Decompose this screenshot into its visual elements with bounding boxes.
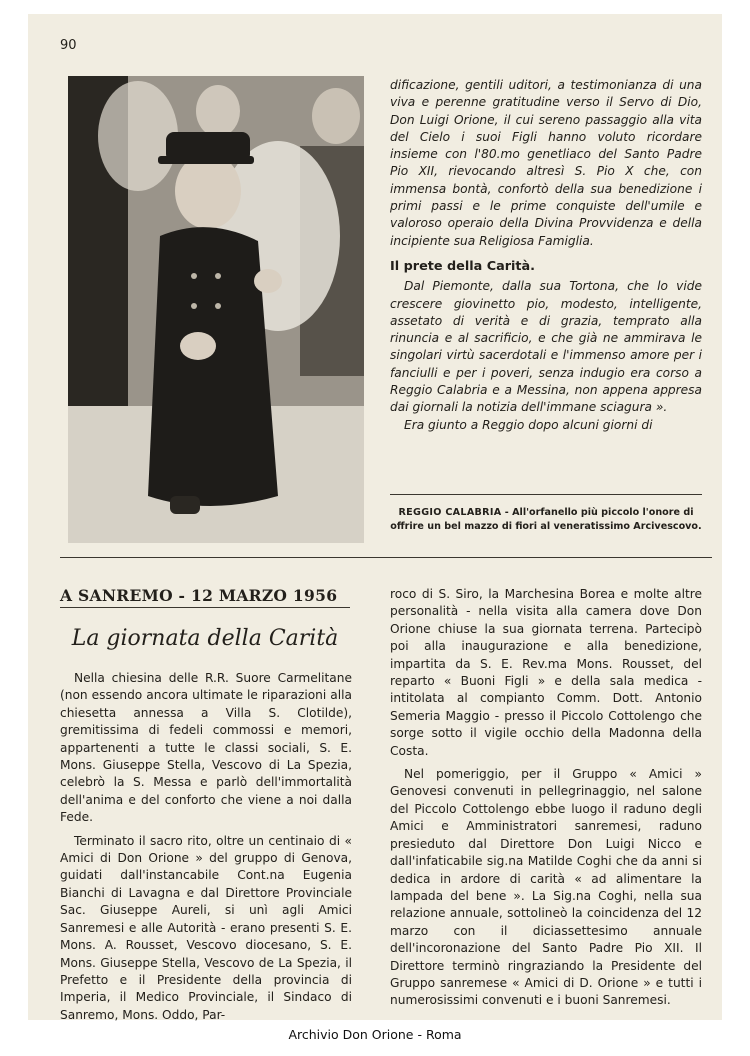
article-title: La giornata della Carità bbox=[71, 626, 339, 651]
archive-footer: Archivio Don Orione - Roma bbox=[288, 1027, 462, 1042]
photo-child-with-flowers bbox=[68, 76, 364, 543]
paragraph: Nella chiesina delle R.R. Suore Carmelitane (non essendo ancora ultimate le riparazioni alla chiesetta annessa a Villa S. Clotilde), gremitissima di fedeli commossi e memori, appartenenti a tutte le classi sociali, S. E. Mons. Giuseppe Stella, Vescovo di La Spezia, celebrò la S. Messa e parlò dell'immortalità dell'anima e del conforto che viene a noi dalla Fede. bbox=[60, 671, 352, 825]
photo-illustration bbox=[68, 76, 364, 543]
caption-divider bbox=[390, 494, 702, 495]
photo-caption bbox=[390, 506, 702, 534]
section-heading: A SANREMO - 12 MARZO 1956 bbox=[60, 586, 338, 605]
paragraph: Nel pomeriggio, per il Gruppo « Amici » Genovesi convenuti in pellegrinaggio, nel salone del Piccolo Cottolengo ebbe luogo il raduno degli Amici e Amministratori sanremesi, raduno presieduto dal Direttore Don Luigi Nicco e dall'infaticabile sig.na Matilde Coghi che da anni si dedica in ardore di carità « ad alimentare la lampada del bene ». La Sig.na Coghi, nella sua relazione annuale, sottolineò la coincidenza del 12 marzo con il diciassettesimo annuale dell'incoronazione del Santo Padre Pio XII. Il Direttore terminò ringraziando la Presidente del Gruppo sanremese « Amici di D. Orione » e tutti i numerosissimi convenuti e i buoni Sanremesi. bbox=[390, 767, 702, 1008]
page-number: 90 bbox=[60, 38, 77, 53]
bottom-right-column bbox=[390, 586, 702, 1016]
subheading: Il prete della Carità. bbox=[390, 258, 536, 274]
section-divider bbox=[60, 557, 712, 558]
paragraph: roco di S. Siro, la Marchesina Borea e molte altre personalità - nella visita alla camera dove Don Orione chiuse la sua giornata terrena. Partecipò poi alla inaugurazione e alla benedizione, impartita da S. E. Rev.ma Mons. Rousset, del reparto « Buoni Figli » e della sala medica - intitolata al compianto Comm. Dott. Antonio Semeria Maggio - presso il Piccolo Cottolengo che sorge sotto il vigile occhio della Madonna della Costa. bbox=[390, 587, 702, 758]
paragraph: dificazione, gentili uditori, a testimonianza di una viva e perenne gratitudine verso il Servo di Dio, Don Luigi Orione, il cui sereno passaggio alla vita del Cielo i suoi Figli hanno voluto ricordare insieme con l'80.mo genetliaco del Santo Padre Pio XII, rievocando altresì S. Pio X che, con immensa bontà, confortò della sua benedizione i primi passi e le prime conquiste dell'umile e valoroso operaio della Divina Provvidenza e della incipiente sua Religiosa Famiglia. bbox=[390, 78, 702, 248]
paragraph: Dal Piemonte, dalla sua Tortona, che lo vide crescere giovinetto pio, modesto, intelligente, assetato di verità e di grazia, temprato alla rinuncia e al sacrificio, e che già ne ammirava le singolari virtù sacerdotali e l'immenso amore per i fanciulli e per i poveri, senza indugio era corso a Reggio Calabria e a Messina, non appena appresa dai giornali la notizia dell'immane sciagura ». bbox=[390, 279, 702, 415]
heading-underline bbox=[60, 607, 350, 608]
bottom-left-column bbox=[60, 670, 352, 1030]
paragraph: Era giunto a Reggio dopo alcuni giorni di bbox=[404, 417, 653, 432]
top-right-column bbox=[390, 77, 702, 434]
document-page bbox=[28, 14, 722, 1020]
paragraph: Terminato il sacro rito, oltre un centinaio di « Amici di Don Orione » del gruppo di Genova, guidati dall'instancabile Cont.na Eugenia Bianchi di Lavagna e dal Direttore Provinciale Sac. Giuseppe Aureli, si unì agli Amici Sanremesi e alle Autorità - erano presenti S. E. Mons. A. Rousset, Vescovo diocesano, S. E. Mons. Giuseppe Stella, Vescovo de La Spezia, il Prefetto e il Presidente della provincia di Imperia, il Medico Provinciale, il Sindaco di Sanremo, Mons. Oddo, Par- bbox=[60, 833, 352, 1022]
caption-text: - All'orfanello più piccolo l'onore di offrire un bel mazzo di fiori al veneratissimo Arcivescovo. bbox=[390, 507, 702, 532]
caption-location: REGGIO CALABRIA bbox=[398, 507, 502, 518]
